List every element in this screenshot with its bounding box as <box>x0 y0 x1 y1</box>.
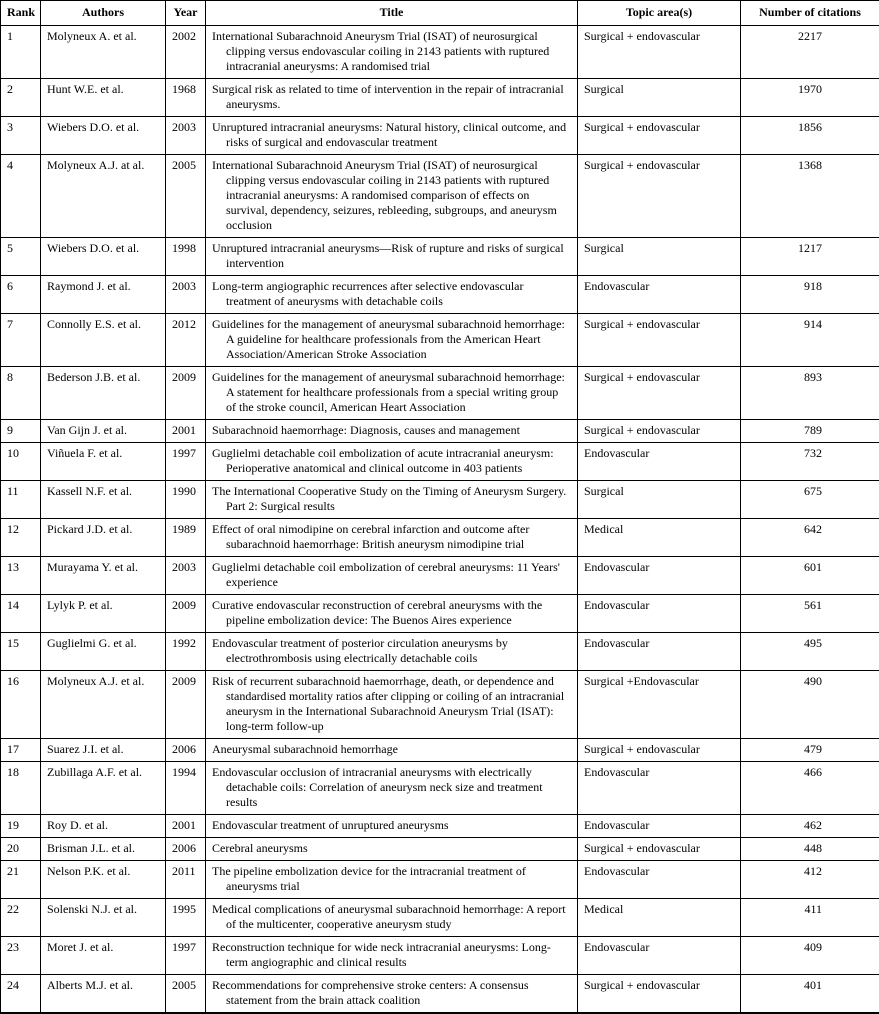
cell-topic: Surgical <box>578 238 741 276</box>
table-row <box>1 79 879 117</box>
article-title: International Subarachnoid Aneurysm Trial (ISAT) of neurosurgical clipping versus endovascular coiling in 2143 patients with ruptured intracranial aneurysms: A randomised trial <box>212 29 571 74</box>
table-row <box>1 739 879 762</box>
cell-citations: 914 <box>741 314 879 367</box>
cell-topic: Endovascular <box>578 276 741 314</box>
cell-title <box>206 79 578 117</box>
cell-authors: Suarez J.I. et al. <box>41 739 166 762</box>
cell-rank: 2 <box>1 79 41 117</box>
cell-topic: Endovascular <box>578 937 741 975</box>
cell-citations: 495 <box>741 633 879 671</box>
cell-authors: Zubillaga A.F. et al. <box>41 762 166 815</box>
cell-year: 1994 <box>166 762 206 815</box>
header-title: Title <box>206 1 578 26</box>
article-title: Endovascular occlusion of intracranial aneurysms with electrically detachable coils: Correlation of aneurysm neck size and treatment results <box>212 765 571 810</box>
cell-citations: 732 <box>741 443 879 481</box>
cell-year: 1997 <box>166 937 206 975</box>
cell-citations: 412 <box>741 861 879 899</box>
cell-year: 1989 <box>166 519 206 557</box>
cell-rank: 12 <box>1 519 41 557</box>
cell-authors: Nelson P.K. et al. <box>41 861 166 899</box>
table-row <box>1 557 879 595</box>
article-title: Aneurysmal subarachnoid hemorrhage <box>212 742 571 757</box>
article-title: Guglielmi detachable coil embolization of acute intracranial aneurysm: Perioperative anatomical and clinical outcome in 403 patients <box>212 446 571 476</box>
cell-authors: Wiebers D.O. et al. <box>41 238 166 276</box>
article-title: Unruptured intracranial aneurysms: Natural history, clinical outcome, and risks of surgical and endovascular treatment <box>212 120 571 150</box>
cell-citations: 462 <box>741 815 879 838</box>
cell-topic: Medical <box>578 899 741 937</box>
cell-rank: 9 <box>1 420 41 443</box>
cell-citations: 675 <box>741 481 879 519</box>
table-row <box>1 238 879 276</box>
table-row <box>1 975 879 1014</box>
cell-title <box>206 762 578 815</box>
cell-rank: 19 <box>1 815 41 838</box>
cell-rank: 16 <box>1 671 41 739</box>
cell-rank: 1 <box>1 26 41 79</box>
cell-title <box>206 975 578 1014</box>
article-title: Recommendations for comprehensive stroke centers: A consensus statement from the brain attack coalition <box>212 978 571 1008</box>
cell-citations: 479 <box>741 739 879 762</box>
cell-topic: Surgical <box>578 481 741 519</box>
cell-topic: Surgical + endovascular <box>578 739 741 762</box>
table-header <box>1 1 879 26</box>
table-row <box>1 633 879 671</box>
table-row <box>1 838 879 861</box>
cell-authors: Pickard J.D. et al. <box>41 519 166 557</box>
cell-authors: Solenski N.J. et al. <box>41 899 166 937</box>
cell-topic: Surgical + endovascular <box>578 117 741 155</box>
cell-year: 2001 <box>166 420 206 443</box>
cell-year: 2006 <box>166 739 206 762</box>
table-row <box>1 899 879 937</box>
article-title: Guidelines for the management of aneurysmal subarachnoid hemorrhage: A guideline for healthcare professionals from the American Heart Association/American Stroke Association <box>212 317 571 362</box>
cell-title <box>206 481 578 519</box>
cell-authors: Kassell N.F. et al. <box>41 481 166 519</box>
cell-citations: 401 <box>741 975 879 1014</box>
cell-rank: 23 <box>1 937 41 975</box>
cell-topic: Surgical + endovascular <box>578 26 741 79</box>
cell-title <box>206 238 578 276</box>
cell-year: 2002 <box>166 26 206 79</box>
cell-authors: Murayama Y. et al. <box>41 557 166 595</box>
cell-authors: Guglielmi G. et al. <box>41 633 166 671</box>
cell-citations: 789 <box>741 420 879 443</box>
cell-title <box>206 899 578 937</box>
table-row <box>1 671 879 739</box>
cell-authors: Molyneux A. et al. <box>41 26 166 79</box>
cell-authors: Molyneux A.J. et al. <box>41 671 166 739</box>
cell-rank: 8 <box>1 367 41 420</box>
cell-topic: Endovascular <box>578 557 741 595</box>
cell-title <box>206 276 578 314</box>
article-title: Long-term angiographic recurrences after selective endovascular treatment of aneurysms with detachable coils <box>212 279 571 309</box>
article-title: Guglielmi detachable coil embolization of cerebral aneurysms: 11 Years' experience <box>212 560 571 590</box>
article-title: Endovascular treatment of unruptured aneurysms <box>212 818 571 833</box>
cell-topic: Surgical + endovascular <box>578 420 741 443</box>
cell-year: 2006 <box>166 838 206 861</box>
table-body <box>1 26 879 1014</box>
cell-year: 2003 <box>166 276 206 314</box>
cell-year: 1995 <box>166 899 206 937</box>
cell-citations: 893 <box>741 367 879 420</box>
cell-title <box>206 443 578 481</box>
cell-authors: Bederson J.B. et al. <box>41 367 166 420</box>
cell-title <box>206 739 578 762</box>
cell-authors: Raymond J. et al. <box>41 276 166 314</box>
cell-rank: 4 <box>1 155 41 238</box>
cell-rank: 17 <box>1 739 41 762</box>
cell-citations: 561 <box>741 595 879 633</box>
cell-title <box>206 861 578 899</box>
cell-title <box>206 595 578 633</box>
cell-topic: Medical <box>578 519 741 557</box>
article-title: The International Cooperative Study on the Timing of Aneurysm Surgery. Part 2: Surgical results <box>212 484 571 514</box>
cell-citations: 601 <box>741 557 879 595</box>
header-topic: Topic area(s) <box>578 1 741 26</box>
header-citations: Number of citations <box>741 1 879 26</box>
cell-title <box>206 519 578 557</box>
cell-year: 2003 <box>166 557 206 595</box>
cell-citations: 466 <box>741 762 879 815</box>
cell-citations: 448 <box>741 838 879 861</box>
cell-authors: Viñuela F. et al. <box>41 443 166 481</box>
cell-topic: Endovascular <box>578 633 741 671</box>
cell-authors: Wiebers D.O. et al. <box>41 117 166 155</box>
cell-topic: Endovascular <box>578 595 741 633</box>
cell-title <box>206 26 578 79</box>
cell-rank: 3 <box>1 117 41 155</box>
article-title: Curative endovascular reconstruction of cerebral aneurysms with the pipeline embolization device: The Buenos Aires experience <box>212 598 571 628</box>
cell-title <box>206 838 578 861</box>
article-title: Surgical risk as related to time of intervention in the repair of intracranial aneurysms. <box>212 82 571 112</box>
table-row <box>1 276 879 314</box>
cell-title <box>206 633 578 671</box>
cell-rank: 18 <box>1 762 41 815</box>
cell-topic: Surgical +Endovascular <box>578 671 741 739</box>
cell-topic: Endovascular <box>578 815 741 838</box>
cell-topic: Surgical + endovascular <box>578 838 741 861</box>
table-row <box>1 481 879 519</box>
table-row <box>1 26 879 79</box>
cell-rank: 11 <box>1 481 41 519</box>
article-title: Risk of recurrent subarachnoid haemorrhage, death, or dependence and standardised mortality ratios after clipping or coiling of an intracranial aneurysm in the International Subarachnoid Aneurysm Trial (ISAT): long-term follow-up <box>212 674 571 734</box>
table-row <box>1 117 879 155</box>
cell-authors: Hunt W.E. et al. <box>41 79 166 117</box>
cell-topic: Endovascular <box>578 443 741 481</box>
cell-year: 2001 <box>166 815 206 838</box>
cell-authors: Connolly E.S. et al. <box>41 314 166 367</box>
header-year: Year <box>166 1 206 26</box>
table-row <box>1 519 879 557</box>
table-row <box>1 420 879 443</box>
cell-topic: Endovascular <box>578 762 741 815</box>
cell-year: 2011 <box>166 861 206 899</box>
article-title: Subarachnoid haemorrhage: Diagnosis, causes and management <box>212 423 571 438</box>
cell-rank: 15 <box>1 633 41 671</box>
article-title: Medical complications of aneurysmal subarachnoid hemorrhage: A report of the multicenter, cooperative aneurysm study <box>212 902 571 932</box>
cell-citations: 409 <box>741 937 879 975</box>
cell-citations: 1368 <box>741 155 879 238</box>
cell-topic: Surgical + endovascular <box>578 155 741 238</box>
cell-authors: Lylyk P. et al. <box>41 595 166 633</box>
cell-rank: 22 <box>1 899 41 937</box>
table-row <box>1 443 879 481</box>
cell-year: 1998 <box>166 238 206 276</box>
table-row <box>1 861 879 899</box>
cell-citations: 918 <box>741 276 879 314</box>
header-row <box>1 1 879 26</box>
cell-rank: 14 <box>1 595 41 633</box>
cell-rank: 6 <box>1 276 41 314</box>
cell-year: 2005 <box>166 975 206 1014</box>
cell-year: 1990 <box>166 481 206 519</box>
cell-title <box>206 117 578 155</box>
article-title: Reconstruction technique for wide neck intracranial aneurysms: Long-term angiographic and clinical results <box>212 940 571 970</box>
header-authors: Authors <box>41 1 166 26</box>
cell-year: 2009 <box>166 671 206 739</box>
cell-citations: 1217 <box>741 238 879 276</box>
cell-year: 2003 <box>166 117 206 155</box>
table-row <box>1 762 879 815</box>
header-rank: Rank <box>1 1 41 26</box>
cell-topic: Surgical + endovascular <box>578 367 741 420</box>
cell-citations: 411 <box>741 899 879 937</box>
cell-rank: 7 <box>1 314 41 367</box>
table-row <box>1 595 879 633</box>
cell-year: 1968 <box>166 79 206 117</box>
cell-authors: Brisman J.L. et al. <box>41 838 166 861</box>
article-title: Unruptured intracranial aneurysms—Risk of rupture and risks of surgical intervention <box>212 241 571 271</box>
cell-title <box>206 155 578 238</box>
cell-year: 2009 <box>166 595 206 633</box>
cell-citations: 490 <box>741 671 879 739</box>
article-title: The pipeline embolization device for the intracranial treatment of aneurysms trial <box>212 864 571 894</box>
article-title: International Subarachnoid Aneurysm Trial (ISAT) of neurosurgical clipping versus endovascular coiling in 2143 patients with ruptured intracranial aneurysms: A randomised comparison of effects on survival, dependency, seizures, rebleeding, subgroups, and aneurysm occlusion <box>212 158 571 233</box>
cell-topic: Surgical <box>578 79 741 117</box>
table-row <box>1 937 879 975</box>
cell-rank: 5 <box>1 238 41 276</box>
cell-rank: 20 <box>1 838 41 861</box>
article-title: Guidelines for the management of aneurysmal subarachnoid hemorrhage: A statement for healthcare professionals from a special writing group of the stroke council, American Heart Association <box>212 370 571 415</box>
cell-year: 2005 <box>166 155 206 238</box>
cell-title <box>206 557 578 595</box>
cell-rank: 21 <box>1 861 41 899</box>
cell-rank: 24 <box>1 975 41 1014</box>
table-row <box>1 815 879 838</box>
cell-rank: 10 <box>1 443 41 481</box>
cell-year: 2009 <box>166 367 206 420</box>
cell-year: 2012 <box>166 314 206 367</box>
cell-authors: Van Gijn J. et al. <box>41 420 166 443</box>
cell-citations: 2217 <box>741 26 879 79</box>
article-title: Cerebral aneurysms <box>212 841 571 856</box>
article-title: Effect of oral nimodipine on cerebral infarction and outcome after subarachnoid haemorrhage: British aneurysm nimodipine trial <box>212 522 571 552</box>
cell-year: 1992 <box>166 633 206 671</box>
cell-title <box>206 937 578 975</box>
table-row <box>1 367 879 420</box>
cell-topic: Surgical + endovascular <box>578 975 741 1014</box>
cell-topic: Endovascular <box>578 861 741 899</box>
cell-rank: 13 <box>1 557 41 595</box>
cell-year: 1997 <box>166 443 206 481</box>
cell-title <box>206 815 578 838</box>
cell-citations: 1856 <box>741 117 879 155</box>
table-row <box>1 314 879 367</box>
cell-topic: Surgical + endovascular <box>578 314 741 367</box>
cell-authors: Roy D. et al. <box>41 815 166 838</box>
cell-title <box>206 367 578 420</box>
cell-authors: Moret J. et al. <box>41 937 166 975</box>
table-row <box>1 155 879 238</box>
cell-authors: Alberts M.J. et al. <box>41 975 166 1014</box>
cell-citations: 642 <box>741 519 879 557</box>
cell-title <box>206 420 578 443</box>
cell-authors: Molyneux A.J. at al. <box>41 155 166 238</box>
cell-title <box>206 671 578 739</box>
cell-citations: 1970 <box>741 79 879 117</box>
article-title: Endovascular treatment of posterior circulation aneurysms by electrothrombosis using electrically detachable coils <box>212 636 571 666</box>
cell-title <box>206 314 578 367</box>
